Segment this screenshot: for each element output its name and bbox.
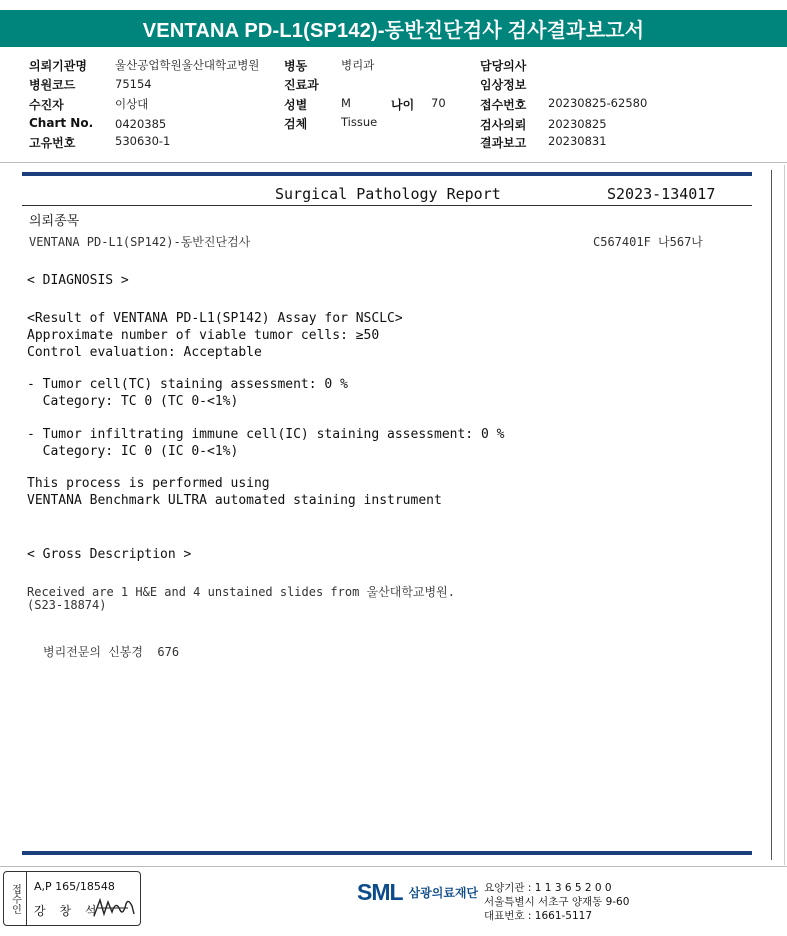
report-top-rule [22,172,752,176]
hospital-code-label: 병원코드 [29,78,76,92]
receipt-no-value: 20230825-62580 [548,96,648,110]
age-value: 70 [431,96,446,110]
gross-line-1: Received are 1 H&E and 4 unstained slides from 울산대학교병원. [27,585,455,599]
request-date-value: 20230825 [548,117,607,131]
institution-phone: 대표번호 : 1661-5117 [484,910,593,922]
stamp-ap-number: A,P 165/18548 [34,880,115,893]
report-title-rule [22,205,752,206]
chart-no-value: 0420385 [115,117,167,131]
tc-assessment: - Tumor cell(TC) staining assessment: 0 % [27,377,348,392]
ward-value: 병리과 [341,58,375,72]
request-item-label: 의뢰종목 [29,214,80,229]
handwritten-signature [92,896,136,920]
process-line-2: VENTANA Benchmark ULTRA automated staining instrument [27,493,442,508]
unique-no-label: 고유번호 [29,136,76,150]
pathologist-signature-line: 병리전문의 신봉경 676 [43,645,180,659]
unique-no-value: 530630-1 [115,134,171,148]
header-divider [0,162,787,163]
gross-line-2: (S23-18874) [27,598,107,612]
sml-logo [357,879,478,906]
report-date-label: 결과보고 [480,136,527,150]
ic-assessment: - Tumor infiltrating immune cell(IC) staining assessment: 0 % [27,427,505,442]
report-bottom-rule [22,851,752,855]
institution-code: 요양기관 : 1 1 3 6 5 2 0 0 [484,882,612,894]
clinical-info-label: 임상정보 [480,78,527,92]
process-line-1: This process is performed using [27,476,270,491]
result-title: <Result of VENTANA PD-L1(SP142) Assay for NSCLC> [27,311,403,326]
tc-category: Category: TC 0 (TC 0-<1%) [27,394,239,409]
ic-category: Category: IC 0 (IC 0-<1%) [27,444,239,459]
request-date-label: 검사의뢰 [480,118,527,132]
doctor-label: 담당의사 [480,59,527,73]
control-evaluation: Control evaluation: Acceptable [27,345,262,360]
gross-header: < Gross Description > [27,547,192,562]
logo-text: 삼광의료재단 [408,886,479,900]
viable-cells: Approximate number of viable tumor cells: ≥50 [27,328,380,343]
hospital-label: 의뢰기관명 [29,59,87,73]
patient-value: 이상대 [115,97,149,111]
scrollbar-track[interactable] [784,165,785,865]
age-label: 나이 [391,98,415,112]
chart-no-label: Chart No. [29,116,94,130]
report-frame-border [771,170,772,860]
hospital-code-value: 75154 [115,77,152,91]
hospital-value: 울산공업학원울산대학교병원 [115,58,260,72]
sex-label: 성별 [284,98,308,112]
logo-mark: SML [357,879,403,905]
receipt-no-label: 접수번호 [480,98,527,112]
sex-value: M [341,96,351,110]
dept-label: 진료과 [284,78,319,92]
specimen-label: 검체 [284,117,308,131]
specimen-value: Tissue [341,115,378,129]
footer-divider [0,866,787,867]
request-item: VENTANA PD-L1(SP142)-동반진단검사 [29,235,251,249]
receipt-stamp [3,871,141,926]
institution-address: 서울특별시 서초구 양재동 9-60 [484,896,630,908]
report-number: S2023-134017 [607,185,716,203]
ward-label: 병동 [284,59,308,73]
stamp-side-label: 접수인 [4,872,27,925]
diagnosis-header: < DIAGNOSIS > [27,273,129,288]
request-code: C567401F 나567나 [593,235,703,249]
document-title: VENTANA PD-L1(SP142)-동반진단검사 검사결과보고서 [0,10,787,47]
patient-label: 수진자 [29,98,64,112]
stamp-name: 강 창 석 [34,904,102,918]
report-date-value: 20230831 [548,134,607,148]
report-title: Surgical Pathology Report [275,185,501,203]
